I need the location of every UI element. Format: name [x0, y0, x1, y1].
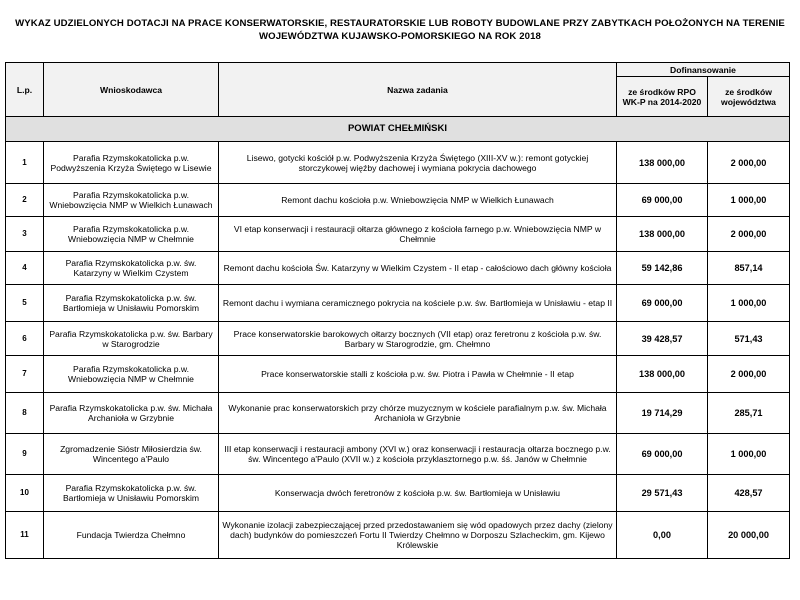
row-lp: 4 [6, 252, 44, 285]
row-task: Wykonanie izolacji zabezpieczającej przed przedostawaniem się wód opadowych przez dachy (zielony dach) budynków do pomieszczeń Fortu II Twierdzy Chełmno w Dorposzu Szlacheckim, gm. Kijewo Królewskie [219, 512, 617, 559]
row-voivodeship-amount: 1 000,00 [708, 434, 790, 475]
row-task: Remont dachu kościoła Św. Katarzyny w Wielkim Czystem - II etap - całościowo dach główny kościoła [219, 252, 617, 285]
row-task: III etap konserwacji i restauracji ambony (XVI w.) oraz konserwacji i restauracja ołtarza bocznego p.w. św. Wincentego a'Paulo (XVII w.) z kościoła przyklasztornego p.w. śś. Janów w Chełmnie [219, 434, 617, 475]
row-applicant: Parafia Rzymskokatolicka p.w. św. Bartłomieja w Unisławiu Pomorskim [44, 475, 219, 512]
row-voivodeship-amount: 857,14 [708, 252, 790, 285]
row-task: Lisewo, gotycki kościół p.w. Podwyższenia Krzyża Świętego (XIII-XV w.): remont gotyckiej storczykowej więźby dachowej i wymiana pokrycia dachowego [219, 142, 617, 184]
title-line-2: WOJEWÓDZTWA KUJAWSKO-POMORSKIEGO NA ROK 2018 [259, 31, 541, 42]
row-rpo-amount: 19 714,29 [617, 393, 708, 434]
row-applicant: Parafia Rzymskokatolicka p.w. Podwyższenia Krzyża Świętego w Lisewie [44, 142, 219, 184]
table-row [6, 434, 790, 475]
row-task: VI etap konserwacji i restauracji ołtarza głównego z kościoła farnego p.w. Wniebowzięcia NMP w Chełmnie [219, 217, 617, 252]
table-row [6, 322, 790, 356]
row-task: Remont dachu i wymiana ceramicznego pokrycia na kościele p.w. św. Bartłomieja w Unisławiu - etap II [219, 285, 617, 322]
row-rpo-amount: 138 000,00 [617, 217, 708, 252]
table-row [6, 184, 790, 217]
header-voivodeship: ze środków województwa [708, 77, 790, 117]
row-rpo-amount: 0,00 [617, 512, 708, 559]
row-voivodeship-amount: 2 000,00 [708, 356, 790, 393]
row-lp: 2 [6, 184, 44, 217]
row-voivodeship-amount: 1 000,00 [708, 184, 790, 217]
table-row [6, 217, 790, 252]
table-row [6, 252, 790, 285]
table-row [6, 393, 790, 434]
row-rpo-amount: 69 000,00 [617, 285, 708, 322]
row-applicant: Parafia Rzymskokatolicka p.w. św. Barbary w Starogrodzie [44, 322, 219, 356]
row-applicant: Parafia Rzymskokatolicka p.w. św. Michała Archanioła w Grzybnie [44, 393, 219, 434]
row-lp: 1 [6, 142, 44, 184]
row-rpo-amount: 29 571,43 [617, 475, 708, 512]
row-lp: 3 [6, 217, 44, 252]
row-rpo-amount: 59 142,86 [617, 252, 708, 285]
row-lp: 5 [6, 285, 44, 322]
row-applicant: Fundacja Twierdza Chełmno [44, 512, 219, 559]
section-heading: POWIAT CHEŁMIŃSKI [6, 117, 790, 142]
row-voivodeship-amount: 2 000,00 [708, 217, 790, 252]
row-applicant: Parafia Rzymskokatolicka p.w. Wniebowzięcia NMP w Chełmnie [44, 217, 219, 252]
row-lp: 6 [6, 322, 44, 356]
row-rpo-amount: 69 000,00 [617, 184, 708, 217]
row-task: Wykonanie prac konserwatorskich przy chórze muzycznym w kościele parafialnym p.w. św. Michała Archanioła w Grzybnie [219, 393, 617, 434]
table-row [6, 142, 790, 184]
row-voivodeship-amount: 20 000,00 [708, 512, 790, 559]
row-lp: 7 [6, 356, 44, 393]
row-voivodeship-amount: 285,71 [708, 393, 790, 434]
header-lp: L.p. [6, 63, 44, 117]
row-voivodeship-amount: 571,43 [708, 322, 790, 356]
row-task: Prace konserwatorskie stalli z kościoła p.w. św. Piotra i Pawła w Chełmnie - II etap [219, 356, 617, 393]
table-row [6, 475, 790, 512]
row-lp: 9 [6, 434, 44, 475]
header-funding: Dofinansowanie [617, 63, 790, 77]
row-voivodeship-amount: 1 000,00 [708, 285, 790, 322]
row-applicant: Parafia Rzymskokatolicka p.w. św. Katarzyny w Wielkim Czystem [44, 252, 219, 285]
row-rpo-amount: 69 000,00 [617, 434, 708, 475]
row-task: Konserwacja dwóch feretronów z kościoła p.w. św. Bartłomieja w Unisławiu [219, 475, 617, 512]
row-lp: 8 [6, 393, 44, 434]
table-row [6, 512, 790, 559]
row-lp: 10 [6, 475, 44, 512]
row-lp: 11 [6, 512, 44, 559]
header-task: Nazwa zadania [219, 63, 617, 117]
title-line-1: WYKAZ UDZIELONYCH DOTACJI NA PRACE KONSERWATORSKIE, RESTAURATORSKIE LUB ROBOTY BUDOWLANE PRZY ZABYTKACH POŁOŻONYCH NA TERENIE [15, 18, 785, 29]
document-title [0, 17, 800, 43]
row-applicant: Parafia Rzymskokatolicka p.w. Wniebowzięcia NMP w Chełmnie [44, 356, 219, 393]
row-voivodeship-amount: 2 000,00 [708, 142, 790, 184]
row-applicant: Parafia Rzymskokatolicka p.w. Wniebowzięcia NMP w Wielkich Łunawach [44, 184, 219, 217]
row-rpo-amount: 138 000,00 [617, 142, 708, 184]
table-row [6, 285, 790, 322]
row-task: Prace konserwatorskie barokowych ołtarzy bocznych (VII etap) oraz feretronu z kościoła p.w. św. Barbary w Starogrodzie, gm. Chełmno [219, 322, 617, 356]
header-applicant: Wnioskodawca [44, 63, 219, 117]
row-rpo-amount: 138 000,00 [617, 356, 708, 393]
header-rpo: ze środków RPO WK-P na 2014-2020 [617, 77, 708, 117]
grants-table [5, 62, 790, 559]
row-task: Remont dachu kościoła p.w. Wniebowzięcia NMP w Wielkich Łunawach [219, 184, 617, 217]
row-applicant: Parafia Rzymskokatolicka p.w. św. Bartłomieja w Unisławiu Pomorskim [44, 285, 219, 322]
table-row [6, 356, 790, 393]
row-rpo-amount: 39 428,57 [617, 322, 708, 356]
row-voivodeship-amount: 428,57 [708, 475, 790, 512]
row-applicant: Zgromadzenie Sióstr Miłosierdzia św. Wincentego a'Paulo [44, 434, 219, 475]
